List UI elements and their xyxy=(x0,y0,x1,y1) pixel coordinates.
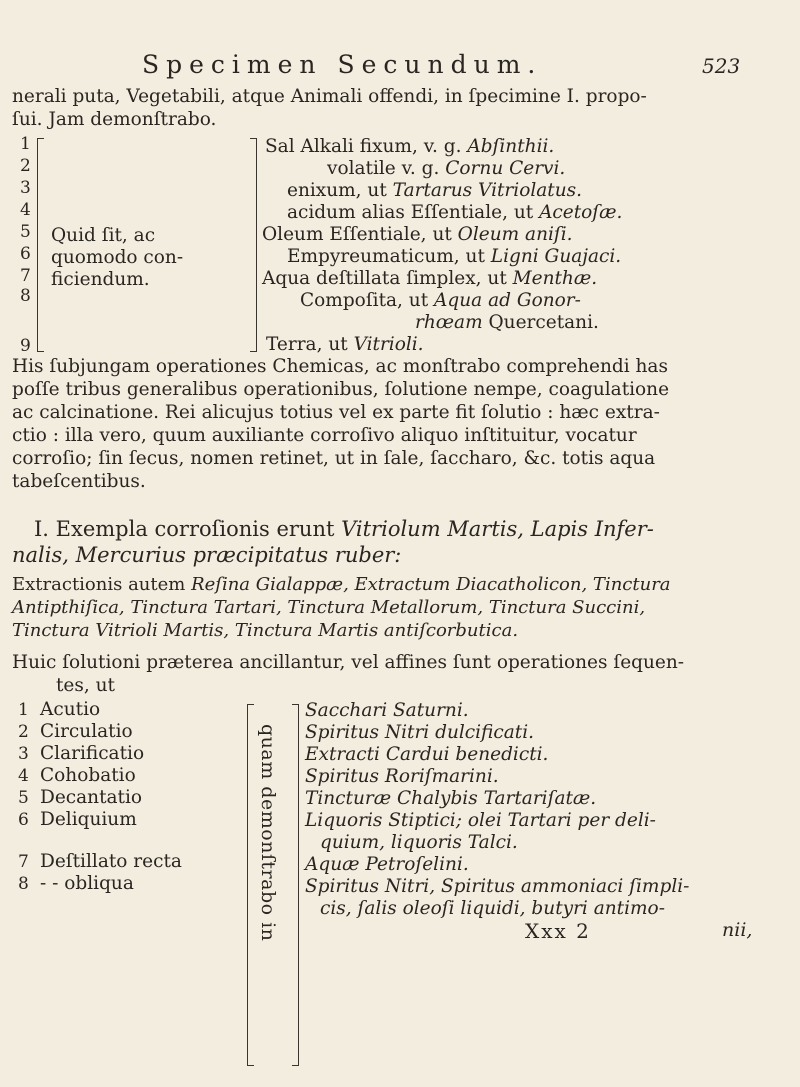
signature-mark: Xxx 2 xyxy=(525,919,591,943)
running-head: Specimen Secundum. xyxy=(142,50,543,79)
page-number: 523 xyxy=(702,54,741,78)
op-number: 8 xyxy=(18,874,29,894)
example-line: Extracti Cardui benedicti. xyxy=(305,744,549,765)
huic-line: tes, ut xyxy=(56,675,115,696)
substance-row: Aqua deſtillata ſimplex, ut Menthæ. xyxy=(262,268,598,289)
row-number: 7 xyxy=(20,266,31,286)
example-line: Spiritus Nitri dulcificati. xyxy=(305,722,535,743)
op-label: Clarificatio xyxy=(40,743,145,764)
op-label: Deſtillato recta xyxy=(40,851,182,872)
op-number: 2 xyxy=(18,722,29,742)
op-number: 5 xyxy=(18,788,29,808)
example-line: Spiritus Nitri, Spiritus ammoniaci ſimpli- xyxy=(305,876,690,897)
huic-line: Huic ſolutioni præterea ancillantur, vel affines ſunt operationes ſequen- xyxy=(12,652,685,673)
catchword: nii, xyxy=(722,919,753,941)
substance-row: Empyreumaticum, ut Ligni Guajaci. xyxy=(287,246,622,267)
intro-line-2: ſui. Jam demonſtrabo. xyxy=(12,109,217,130)
substance-row: rhœam Quercetani. xyxy=(415,312,599,333)
paragraph-line: tabeſcentibus. xyxy=(12,471,146,492)
example-line: Sacchari Saturni. xyxy=(305,700,469,721)
row-number: 4 xyxy=(20,200,31,220)
paragraph-line: poſſe tribus generalibus operationibus, ſolutione nempe, coagulatione xyxy=(12,379,670,400)
ops-left-brace xyxy=(247,704,254,1066)
left-label-line: ficiendum. xyxy=(51,269,150,290)
example-line: Spiritus Roriſmarini. xyxy=(305,766,499,787)
op-label: Deliquium xyxy=(40,809,137,830)
extraction-line: Extractionis autem Reſina Gialappæ, Extractum Diacatholicon, Tinctura xyxy=(12,574,671,595)
paragraph-line: corroſio; ſin ſecus, nomen retinet, ut in ſale, ſaccharo, &c. totis aqua xyxy=(12,448,656,469)
op-label: - - obliqua xyxy=(40,873,134,894)
ops-right-brace xyxy=(292,704,299,1066)
paragraph-line: ac calcinatione. Rei alicujus totius vel ex parte fit ſolutio : hæc extra- xyxy=(12,402,660,423)
op-label: Cohobatio xyxy=(40,765,136,786)
row-number: 8 xyxy=(20,286,31,306)
center-brace xyxy=(250,138,257,352)
example-line: quium, liquoris Talci. xyxy=(320,832,518,853)
op-label: Decantatio xyxy=(40,787,143,808)
substance-row: volatile v. g. Cornu Cervi. xyxy=(327,158,566,179)
left-brace xyxy=(37,138,44,352)
extraction-line: Tinctura Vitrioli Martis, Tinctura Martis antiſcorbutica. xyxy=(12,620,519,641)
row-number: 1 xyxy=(20,134,31,154)
vertical-label: quam demonſtrabo in xyxy=(257,724,279,942)
row-number: 9 xyxy=(20,336,31,356)
intro-line-1: nerali puta, Vegetabili, atque Animali offendi, in ſpecimine I. propo- xyxy=(12,86,647,107)
substance-row: Compoſita, ut Aqua ad Gonor- xyxy=(300,290,581,311)
row-number: 5 xyxy=(20,222,31,242)
example-line: Tincturæ Chalybis Tartariſatæ. xyxy=(305,788,597,809)
left-label-line: Quid ſit, ac xyxy=(51,225,156,246)
substance-row: Terra, ut Vitrioli. xyxy=(266,334,424,355)
op-label: Circulatio xyxy=(40,721,133,742)
op-number: 3 xyxy=(18,744,29,764)
left-label-line: quomodo con- xyxy=(51,247,184,268)
row-number: 2 xyxy=(20,156,31,176)
extraction-line: Antipthiſica, Tinctura Tartari, Tinctura Metallorum, Tinctura Succini, xyxy=(12,597,646,618)
section-heading-cont: nalis, Mercurius præcipitatus ruber: xyxy=(12,543,402,567)
row-number: 6 xyxy=(20,244,31,264)
substance-row: Sal Alkali fixum, v. g. Abſinthii. xyxy=(265,136,555,157)
example-line: cis, ſalis oleoſi liquidi, butyri antimo- xyxy=(320,898,665,919)
paragraph-line: His ſubjungam operationes Chemicas, ac monſtrabo comprehendi has xyxy=(12,356,668,377)
op-number: 6 xyxy=(18,810,29,830)
paragraph-line: ctio : illa vero, quum auxiliante corroſivo aliquo inſtituitur, vocatur xyxy=(12,425,637,446)
op-number: 4 xyxy=(18,766,29,786)
substance-row: Oleum Eſſentiale, ut Oleum aniſi. xyxy=(262,224,573,245)
substance-row: enixum, ut Tartarus Vitriolatus. xyxy=(287,180,582,201)
op-label: Acutio xyxy=(40,699,101,720)
example-line: Aquæ Petroſelini. xyxy=(305,854,469,875)
op-number: 1 xyxy=(18,700,29,720)
example-line: Liquoris Stiptici; olei Tartari per deli- xyxy=(305,810,656,831)
section-heading: I. Exempla corroſionis erunt Vitriolum Martis, Lapis Infer- xyxy=(34,517,654,541)
op-number: 7 xyxy=(18,852,29,872)
row-number: 3 xyxy=(20,178,31,198)
substance-row: acidum alias Eſſentiale, ut Acetoſæ. xyxy=(287,202,623,223)
